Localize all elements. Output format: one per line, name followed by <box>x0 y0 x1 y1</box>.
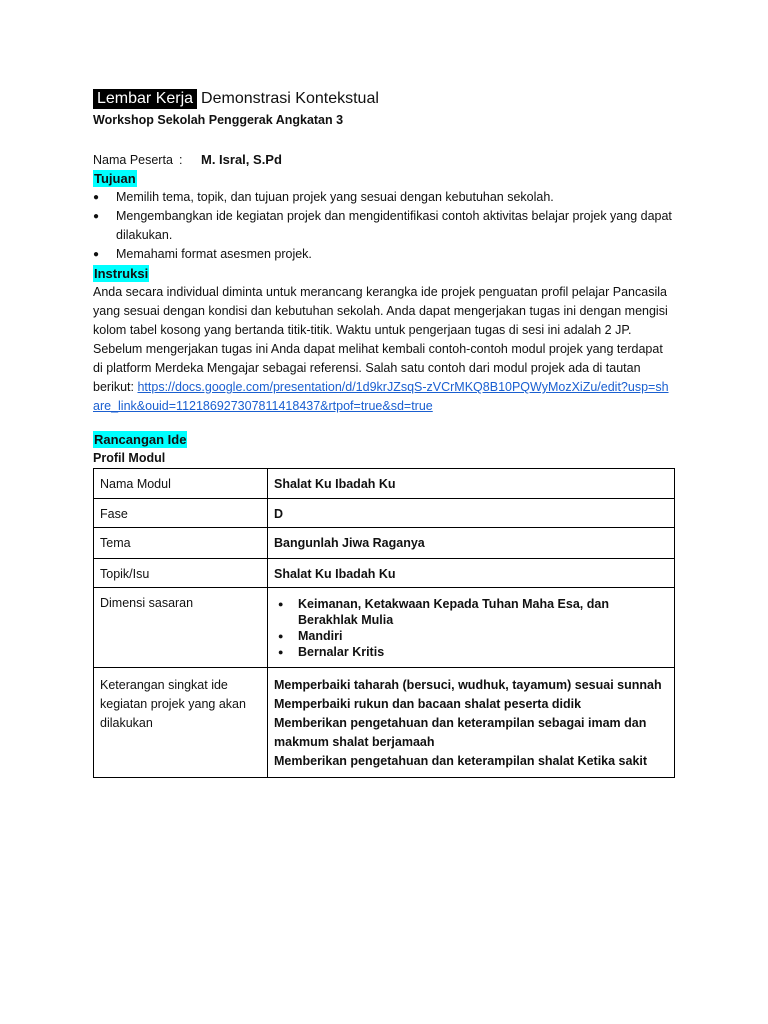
keterangan-label: Keterangan singkat ide kegiatan projek yang akan dilakukan <box>100 678 246 730</box>
row-label <box>94 668 268 778</box>
row-label: Dimensi sasaran <box>94 588 268 668</box>
row-label: Nama Modul <box>94 469 268 499</box>
row-value: D <box>268 499 675 528</box>
tujuan-list <box>93 188 675 264</box>
instruksi-paragraph-2-text: Sebelum mengerjakan tugas ini Anda dapat melihat kembali contoh-contoh modul projek yang terdapat di platform Merdeka Mengajar sebagai referensi. Salah satu contoh dari modul projek ada di tautan berikut: <box>93 342 663 394</box>
reference-link[interactable]: https://docs.google.com/presentation/d/1d9krJZsqS-zVCrMKQ8B10PQWyMozXiZu/edit?usp=share_link&ouid=112186927307811418437&rtpof=true&sd=true <box>93 380 669 413</box>
dimensi-list <box>274 596 668 660</box>
list-item: ● Mandiri <box>274 628 668 644</box>
participant-name: M. Isral, S.Pd <box>201 152 282 167</box>
table-row <box>94 469 675 499</box>
list-item: ● Keimanan, Ketakwaan Kepada Tuhan Maha Esa, dan Berakhlak Mulia <box>274 596 668 628</box>
list-item: ● Memilih tema, topik, dan tujuan projek yang sesuai dengan kebutuhan sekolah. <box>93 188 675 207</box>
keterangan-line: Memperbaiki rukun dan bacaan shalat peserta didik <box>274 697 582 711</box>
list-item: ● Memahami format asesmen projek. <box>93 245 675 264</box>
instruksi-paragraph-1: Anda secara individual diminta untuk merancang kerangka ide projek penguatan profil pelajar Pancasila yang sesuai dengan kondisi dan kebutuhan sekolah. Anda dapat mengerjakan tugas ini dengan mengisi kolom tabel kosong yang bertanda titik-titik. Waktu untuk pengerjaan tugas di sesi ini adalah 2 JP. <box>93 285 668 337</box>
row-value: Shalat Ku Ibadah Ku <box>268 469 675 499</box>
list-item: ● Mengembangkan ide kegiatan projek dan mengidentifikasi contoh aktivitas belajar projek yang dapat dilakukan. <box>93 207 675 245</box>
row-label: Fase <box>94 499 268 528</box>
title-text: Demonstrasi Kontekstual <box>201 90 379 107</box>
title-box: Lembar Kerja <box>93 89 197 109</box>
row-value: Bangunlah Jiwa Raganya <box>268 528 675 559</box>
keterangan-line: Memberikan pengetahuan dan keterampilan shalat Ketika sakit <box>274 754 648 768</box>
table-row <box>94 559 675 588</box>
profil-modul-heading: Profil Modul <box>93 451 166 465</box>
row-label: Tema <box>94 528 268 559</box>
keterangan-line: Memperbaiki taharah (bersuci, wudhuk, tayamum) sesuai sunnah <box>274 678 662 692</box>
keterangan-cell <box>268 668 675 778</box>
list-item: ● Bernalar Kritis <box>274 644 668 660</box>
rancangan-heading-row <box>93 430 675 449</box>
participant-row <box>93 150 675 169</box>
profil-modul-table <box>93 468 675 778</box>
table-row <box>94 588 675 668</box>
instruksi-heading-row <box>93 264 675 283</box>
table-row <box>94 528 675 559</box>
keterangan-line: Memberikan pengetahuan dan keterampilan sebagai imam dan makmum shalat berjamaah <box>274 716 647 749</box>
row-label: Topik/Isu <box>94 559 268 588</box>
row-value: Shalat Ku Ibadah Ku <box>268 559 675 588</box>
tujuan-heading: Tujuan <box>94 171 136 186</box>
instruksi-paragraph-2 <box>93 340 675 416</box>
rancangan-heading: Rancangan Ide <box>94 432 187 447</box>
document-title <box>93 86 675 112</box>
participant-colon: : <box>179 152 183 167</box>
table-row <box>94 499 675 528</box>
participant-label: Nama Peserta <box>93 152 173 167</box>
document-subtitle: Workshop Sekolah Penggerak Angkatan 3 <box>93 113 344 127</box>
table-row <box>94 668 675 778</box>
tujuan-heading-row <box>93 169 675 188</box>
dimensi-cell <box>268 588 675 668</box>
instruksi-heading: Instruksi <box>94 266 149 281</box>
worksheet-page <box>93 86 675 778</box>
